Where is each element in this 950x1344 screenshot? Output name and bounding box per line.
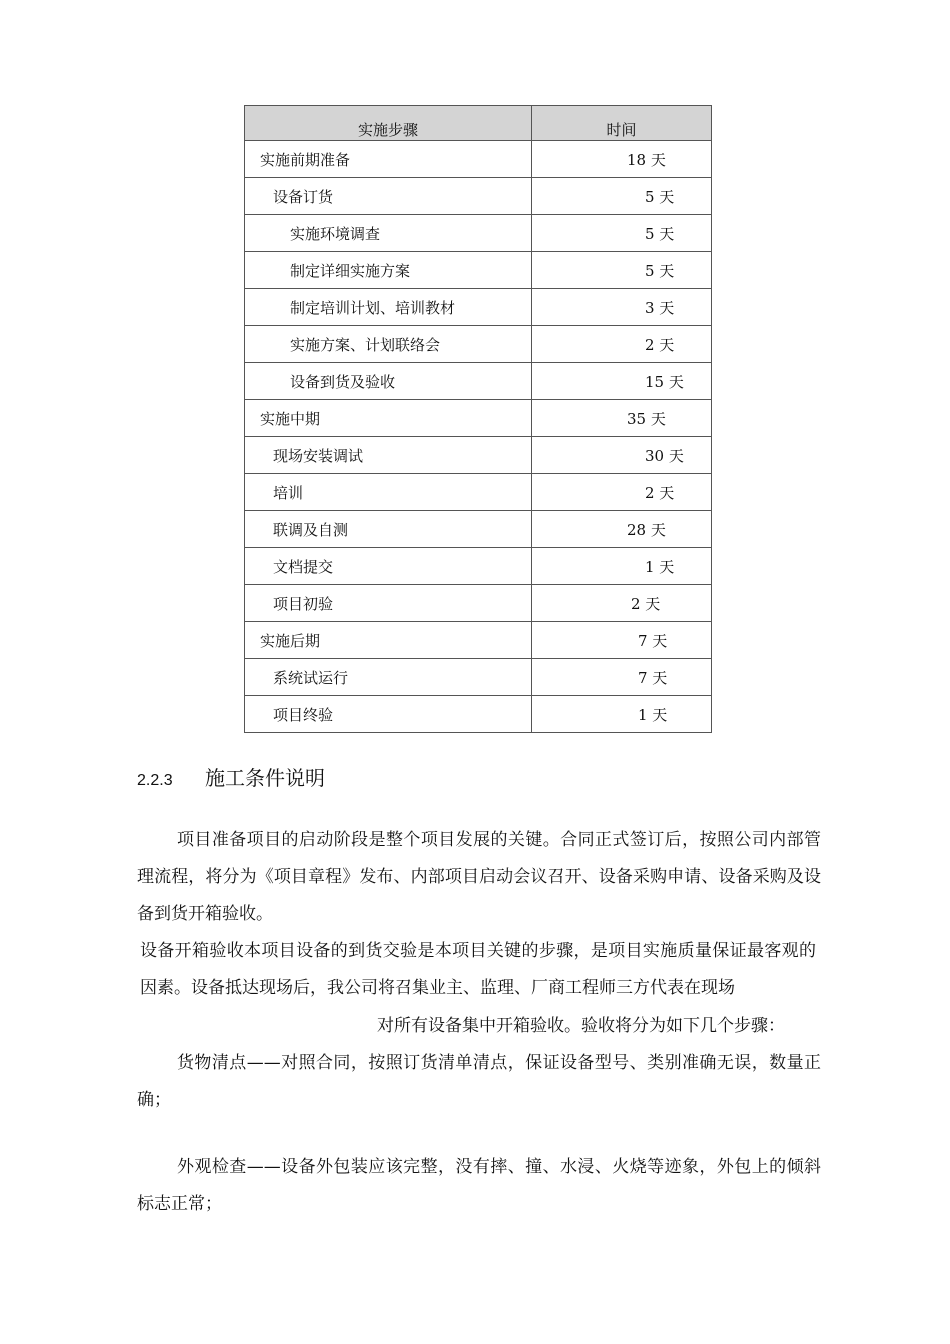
header-duration: 时间	[532, 106, 712, 141]
duration-cell: 2 天	[532, 585, 712, 622]
step-cell: 文档提交	[245, 548, 532, 585]
table-row	[245, 622, 712, 659]
table-row	[245, 289, 712, 326]
table-row	[245, 178, 712, 215]
step-cell: 实施环境调查	[245, 215, 532, 252]
step-cell: 项目初验	[245, 585, 532, 622]
section-title: 施工条件说明	[205, 766, 325, 790]
paragraph-goods-count: 货物清点——对照合同，按照订货清单清点，保证设备型号、类别准确无误，数量正确；	[137, 1053, 821, 1110]
step-cell: 实施中期	[245, 400, 532, 437]
duration-cell: 1 天	[532, 548, 712, 585]
table-row	[245, 696, 712, 733]
table-row	[245, 511, 712, 548]
duration-cell: 35 天	[532, 400, 712, 437]
step-cell: 制定详细实施方案	[245, 252, 532, 289]
step-cell: 联调及自测	[245, 511, 532, 548]
table-row	[245, 400, 712, 437]
table-row	[245, 215, 712, 252]
paragraph-appearance-check: 外观检查——设备外包装应该完整，没有摔、撞、水浸、火烧等迹象，外包上的倾斜标志正常；	[137, 1157, 821, 1214]
table-row	[245, 548, 712, 585]
duration-cell: 3 天	[532, 289, 712, 326]
duration-cell: 28 天	[532, 511, 712, 548]
duration-cell: 30 天	[532, 437, 712, 474]
table-row	[245, 659, 712, 696]
duration-cell: 2 天	[532, 474, 712, 511]
duration-cell: 5 天	[532, 178, 712, 215]
duration-cell: 7 天	[532, 622, 712, 659]
step-cell: 系统试运行	[245, 659, 532, 696]
step-cell: 现场安装调试	[245, 437, 532, 474]
paragraph-project-start: 项目准备项目的启动阶段是整个项目发展的关键。合同正式签订后，按照公司内部管理流程，将分为《项目章程》发布、内部项目启动会议召开、设备采购申请、设备采购及设备到货开箱验收。	[137, 830, 821, 924]
step-cell: 培训	[245, 474, 532, 511]
section-heading	[137, 762, 325, 791]
step-cell: 实施方案、计划联络会	[245, 326, 532, 363]
duration-cell: 5 天	[532, 252, 712, 289]
table-header-row	[245, 106, 712, 141]
implementation-schedule-table	[244, 105, 712, 733]
duration-cell: 18 天	[532, 141, 712, 178]
table-row	[245, 252, 712, 289]
table-row	[245, 326, 712, 363]
step-cell: 制定培训计划、培训教材	[245, 289, 532, 326]
table-body	[245, 141, 712, 733]
step-cell: 实施前期准备	[245, 141, 532, 178]
paragraph-inspection-steps: 对所有设备集中开箱验收。验收将分为如下几个步骤：	[377, 1016, 785, 1036]
duration-cell: 2 天	[532, 326, 712, 363]
header-step: 实施步骤	[245, 106, 532, 141]
duration-cell: 1 天	[532, 696, 712, 733]
table-row	[245, 437, 712, 474]
duration-cell: 15 天	[532, 363, 712, 400]
section-number: 2.2.3	[137, 772, 173, 789]
step-cell: 设备订货	[245, 178, 532, 215]
step-cell: 项目终验	[245, 696, 532, 733]
paragraph-unboxing-inspection: 设备开箱验收本项目设备的到货交验是本项目关键的步骤，是项目实施质量保证最客观的因素。设备抵达现场后，我公司将召集业主、监理、厂商工程师三方代表在现场	[140, 941, 816, 998]
table-row	[245, 141, 712, 178]
table-row	[245, 585, 712, 622]
duration-cell: 5 天	[532, 215, 712, 252]
duration-cell: 7 天	[532, 659, 712, 696]
step-cell: 实施后期	[245, 622, 532, 659]
table-row	[245, 363, 712, 400]
table-row	[245, 474, 712, 511]
step-cell: 设备到货及验收	[245, 363, 532, 400]
